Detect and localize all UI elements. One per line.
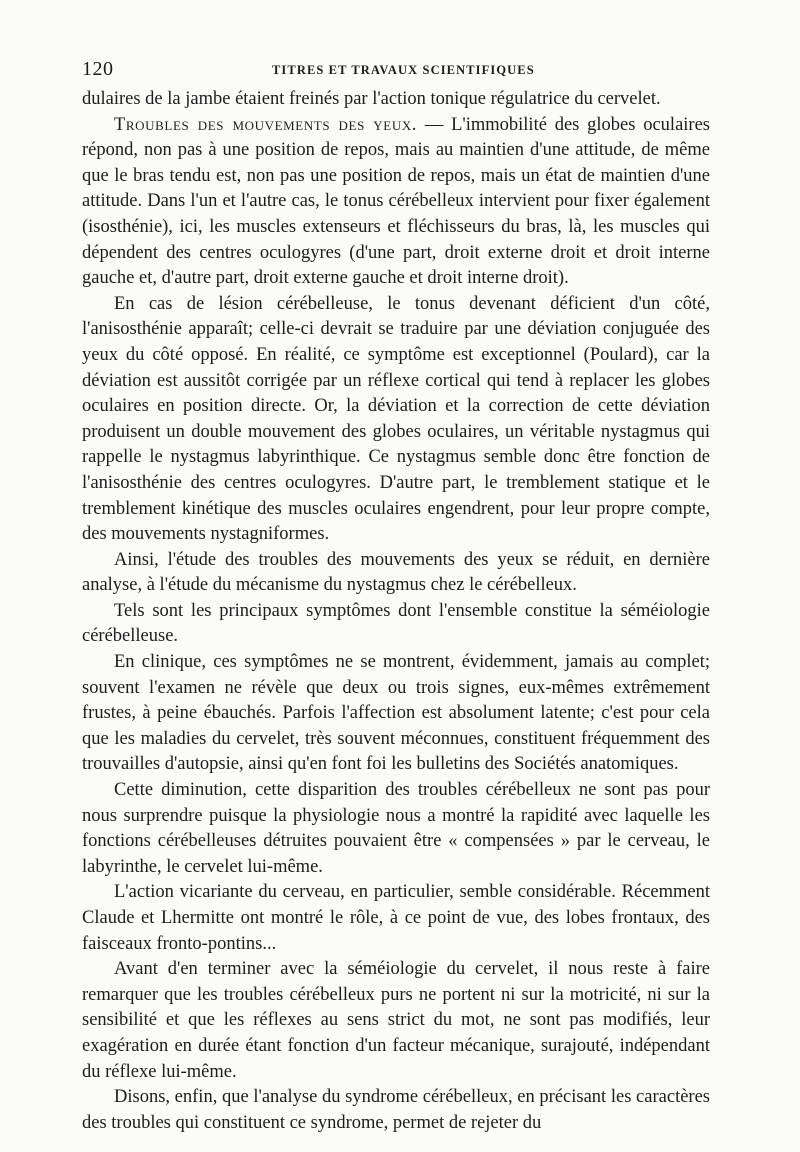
paragraph-eye-movement-troubles: Troubles des mouvements des yeux. — L'immobilité des globes oculaires répond, non pas à une position de repos, mais au maintien d'une attitude, de même que le bras tendu est, non pas une position de repos, mais un état de maintien d'une attitude. Dans l'un et l'autre cas, le tonus cérébelleux intervient pour fixer également (isosthénie), ici, les muscles extenseurs et fléchisseurs du bras, là, les muscles qui dépendent des centres oculogyres (d'une part, droit externe droit et droit interne gauche et, d'autre part, droit externe gauche et droit interne droit). — [82, 114, 710, 289]
paragraph: Tels sont les principaux symptômes dont l'ensemble constitue la séméiologie cérébelleuse. — [82, 600, 710, 647]
section-heading-eye-movements: Troubles des mouvements des yeux. — [114, 114, 418, 135]
body-text — [82, 87, 710, 1136]
paragraph: Disons, enfin, que l'analyse du syndrome cérébelleux, en précisant les caractères des troubles qui constituent ce syndrome, permet de rejeter du — [82, 1087, 710, 1133]
paragraph: Cette diminution, cette disparition des troubles cérébelleux ne sont pas pour nous surprendre puisque la physiologie nous a montré la rapidité avec laquelle les fonctions cérébelleuses détruites pouvaient être « compensées » par le cerveau, le labyrinthe, le cervelet lui-même. — [82, 780, 710, 877]
paragraph-continuation: dulaires de la jambe étaient freinés par l'action tonique régulatrice du cervelet. — [82, 89, 661, 109]
page-number: 120 — [82, 58, 114, 80]
paragraph: Avant d'en terminer avec la séméiologie du cervelet, il nous reste à faire remarquer que les troubles cérébelleux purs ne portent ni sur la motricité, ni sur la sensibilité et que les réflexes au sens strict du mot, ne sont pas modifiés, leur exagération en durée étant fonction d'un facteur mécanique, surajouté, indépendant du réflexe lui-même. — [82, 959, 710, 1082]
running-header — [82, 58, 712, 82]
paragraph: Ainsi, l'étude des troubles des mouvements des yeux se réduit, en dernière analyse, à l'étude du mécanisme du nystagmus chez le cérébelleux. — [82, 549, 710, 596]
running-title: TITRES ET TRAVAUX SCIENTIFIQUES — [272, 63, 535, 77]
paragraph: L'action vicariante du cerveau, en particulier, semble considérable. Récemment Claude et Lhermitte ont montré le rôle, à ce point de vue, des lobes frontaux, des faisceaux fronto-pontins... — [82, 882, 710, 954]
paragraph: En cas de lésion cérébelleuse, le tonus devenant déficient d'un côté, l'anisosthénie apparaît; celle-ci devrait se traduire par une déviation conjuguée des yeux du côté opposé. En réalité, ce symptôme est exceptionnel (Poulard), car la déviation est aussitôt corrigée par un réflexe cortical qui tend à replacer les globes oculaires en position directe. Or, la déviation et la correction de cette déviation produisent un double mouvement des globes oculaires, un véritable nystagmus qui rappelle le nystagmus labyrinthique. Ce nystagmus semble donc être fonction de l'anisosthénie des centres oculogyres. D'autre part, le tremblement statique et le tremblement kinétique des muscles oculaires engendrent, pour leur propre compte, des mouvements nystagniformes. — [82, 293, 710, 545]
paragraph: En clinique, ces symptômes ne se montrent, évidemment, jamais au complet; souvent l'examen ne révèle que deux ou trois signes, eux-mêmes extrêmement frustes, à peine ébauchés. Parfois l'affection est absolument latente; c'est pour cela que les maladies du cervelet, très souvent méconnues, constituent fréquemment des trouvailles d'autopsie, ainsi qu'en font foi les bulletins des Sociétés anatomiques. — [82, 652, 710, 775]
